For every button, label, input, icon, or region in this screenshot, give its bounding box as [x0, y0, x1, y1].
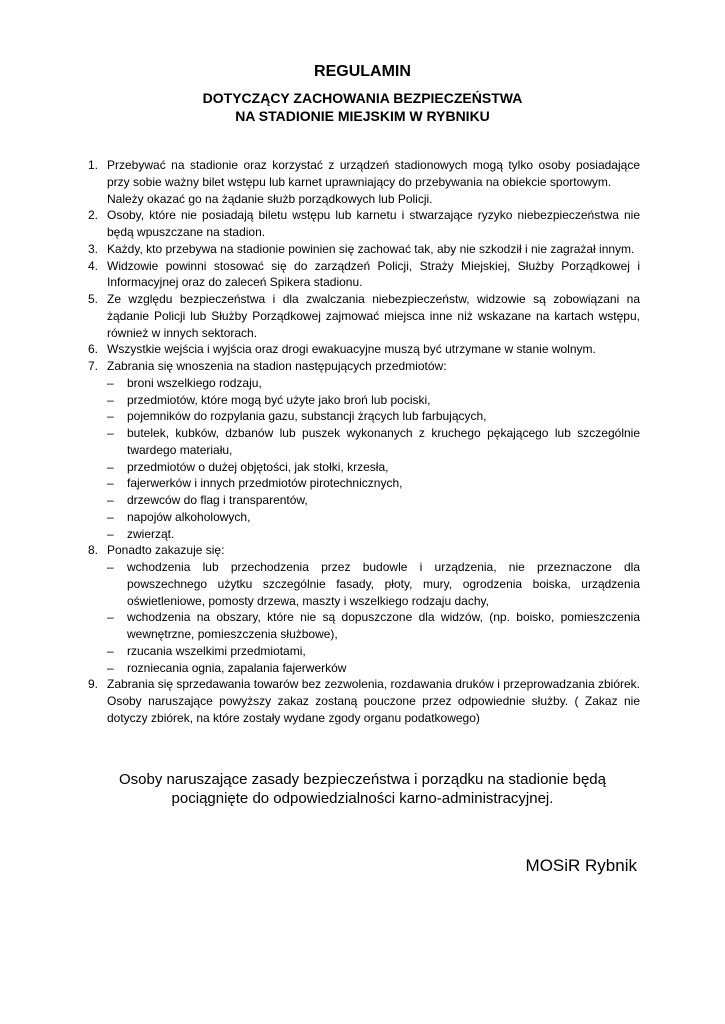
document-subtitle-line-2: NA STADIONIE MIEJSKIM W RYBNIKU	[235, 108, 490, 124]
rule-body	[107, 157, 640, 207]
rule-body	[107, 258, 640, 292]
rule-body	[107, 358, 640, 542]
rule-number: 6.	[88, 342, 99, 357]
prohibited-actions-list	[107, 559, 640, 676]
rule-text: Ze względu bezpieczeństwa i dla zwalczania niebezpieczeństw, widzowie są zobowiązani na żądanie Policji lub Służby Porządkowej zajmować miejsca inne niż wskazane na kartach wstępu, również w innych sektorach.	[107, 292, 640, 340]
rule-item-5	[88, 291, 640, 341]
document-title: REGULAMIN	[314, 63, 411, 80]
dash-marker: –	[107, 610, 114, 625]
sublist-text: fajerwerków i innych przedmiotów pirotechnicznych,	[127, 476, 403, 491]
rule-number: 7.	[88, 359, 99, 373]
document-subtitle-line-1: DOTYCZĄCY ZACHOWANIA BEZPIECZEŃSTWA	[202, 90, 523, 106]
dash-marker: –	[107, 560, 114, 574]
dash-marker: –	[107, 643, 114, 658]
signature: MOSiR Rybnik	[525, 855, 637, 875]
sublist-item	[107, 660, 640, 677]
rule-number: 3.	[88, 241, 99, 256]
rule-item-9	[88, 676, 640, 726]
rule-item-4	[88, 258, 640, 292]
sublist-item	[107, 509, 640, 526]
closing-statement: Osoby naruszające zasady bezpieczeństwa i porządku na stadionie będą pociągnięte do odpowiedzialności karno-administracyjnej.	[119, 770, 606, 807]
rule-item-3	[88, 241, 640, 258]
sublist-text: rzucania wszelkimi przedmiotami,	[127, 643, 306, 658]
rule-body	[107, 241, 640, 258]
dash-marker: –	[107, 392, 114, 407]
rule-item-7	[88, 358, 640, 542]
prohibited-items-list	[107, 375, 640, 543]
rule-body	[107, 207, 640, 241]
dash-marker: –	[107, 509, 114, 524]
rule-text: Każdy, kto przebywa na stadionie powinien się zachować tak, aby nie szkodził i nie zagrażał innym.	[107, 241, 635, 256]
rule-number: 5.	[88, 292, 99, 306]
dash-marker: –	[107, 476, 114, 491]
sublist-item	[107, 375, 640, 392]
rule-body	[107, 291, 640, 341]
dash-marker: –	[107, 426, 114, 440]
document-header	[0, 0, 725, 125]
rule-text: Ponadto zakazuje się:	[107, 543, 225, 558]
rule-item-8	[88, 542, 640, 676]
sublist-text: pojemników do rozpylania gazu, substancji żrących lub farbujących,	[127, 409, 487, 424]
rule-text: Zabrania się wnoszenia na stadion następujących przedmiotów:	[107, 359, 447, 373]
dash-marker: –	[107, 409, 114, 424]
sublist-text: rozniecania ognia, zapalania fajerwerków	[127, 660, 347, 675]
rule-item-1	[88, 157, 640, 207]
sublist-item	[107, 475, 640, 492]
rule-number: 8.	[88, 543, 99, 558]
rule-number: 9.	[88, 677, 99, 692]
sublist-text: butelek, kubków, dzbanów lub puszek wykonanych z kruchego pękającego lub szczególnie twardego materiału,	[127, 426, 640, 457]
sublist-item	[107, 492, 640, 509]
rule-text: Przebywać na stadionie oraz korzystać z urządzeń stadionowych mogą tylko osoby posiadające przy sobie ważny bilet wstępu lub karnet uprawniający do przebywania na obiekcie sportowym. Należy okazać go na żądanie służb porządkowych lub Policji.	[107, 158, 640, 206]
sublist-text: napojów alkoholowych,	[127, 509, 251, 524]
rule-body	[107, 542, 640, 676]
rule-text: Wszystkie wejścia i wyjścia oraz drogi ewakuacyjne muszą być utrzymane w stanie wolnym.	[107, 342, 596, 357]
dash-marker: –	[107, 526, 114, 541]
sublist-item	[107, 609, 640, 643]
sublist-text: wchodzenia na obszary, które nie są dopuszczone dla widzów, (np. boisko, pomieszczenia wewnętrzne, pomieszczenia służbowe),	[127, 610, 640, 641]
rule-text: Zabrania się sprzedawania towarów bez zezwolenia, rozdawania druków i przeprowadzania zbiórek. Osoby naruszające powyższy zakaz zostaną pouczone przez odpowiednie służby. ( Zakaz nie dotyczy zbiórek, na które zostały wydane zgody organu podatkowego)	[107, 677, 640, 725]
sublist-item	[107, 459, 640, 476]
dash-marker: –	[107, 375, 114, 390]
dash-marker: –	[107, 493, 114, 507]
sublist-text: przedmiotów, które mogą być użyte jako broń lub pociski,	[127, 392, 431, 407]
sublist-item	[107, 408, 640, 425]
sublist-text: przedmiotów o dużej objętości, jak stołki, krzesła,	[127, 459, 389, 474]
dash-marker: –	[107, 660, 114, 675]
sublist-item	[107, 425, 640, 459]
rule-item-6	[88, 341, 640, 358]
rule-text: Widzowie powinni stosować się do zarządzeń Policji, Straży Miejskiej, Służby Porządkowej i Informacyjnej oraz do zaleceń Spikera stadionu.	[107, 258, 640, 290]
sublist-item	[107, 526, 640, 543]
sublist-text: wchodzenia lub przechodzenia przez budowle i urządzenia, nie przeznaczone dla powszechnego użytku szczególnie fasady, płoty, mury, ogrodzenia boiska, urządzenia oświetleniowe, pomosty drzewa, maszty i wszelkiego rodzaju dachy,	[127, 560, 640, 608]
rule-body	[107, 341, 640, 358]
sublist-text: broni wszelkiego rodzaju,	[127, 375, 262, 390]
rule-body	[107, 676, 640, 726]
rule-item-2	[88, 207, 640, 241]
rules-list	[88, 157, 640, 727]
sublist-item	[107, 643, 640, 660]
sublist-item	[107, 392, 640, 409]
dash-marker: –	[107, 459, 114, 474]
sublist-text: zwierząt.	[127, 526, 175, 541]
sublist-text: drzewców do flag i transparentów,	[127, 493, 308, 507]
sublist-item	[107, 559, 640, 609]
rule-number: 2.	[88, 208, 99, 223]
rule-text: Osoby, które nie posiadają biletu wstępu lub karnetu i stwarzające ryzyko niebezpieczeństwa nie będą wpuszczane na stadion.	[107, 208, 640, 239]
rule-number: 4.	[88, 258, 99, 273]
rule-number: 1.	[88, 158, 99, 172]
